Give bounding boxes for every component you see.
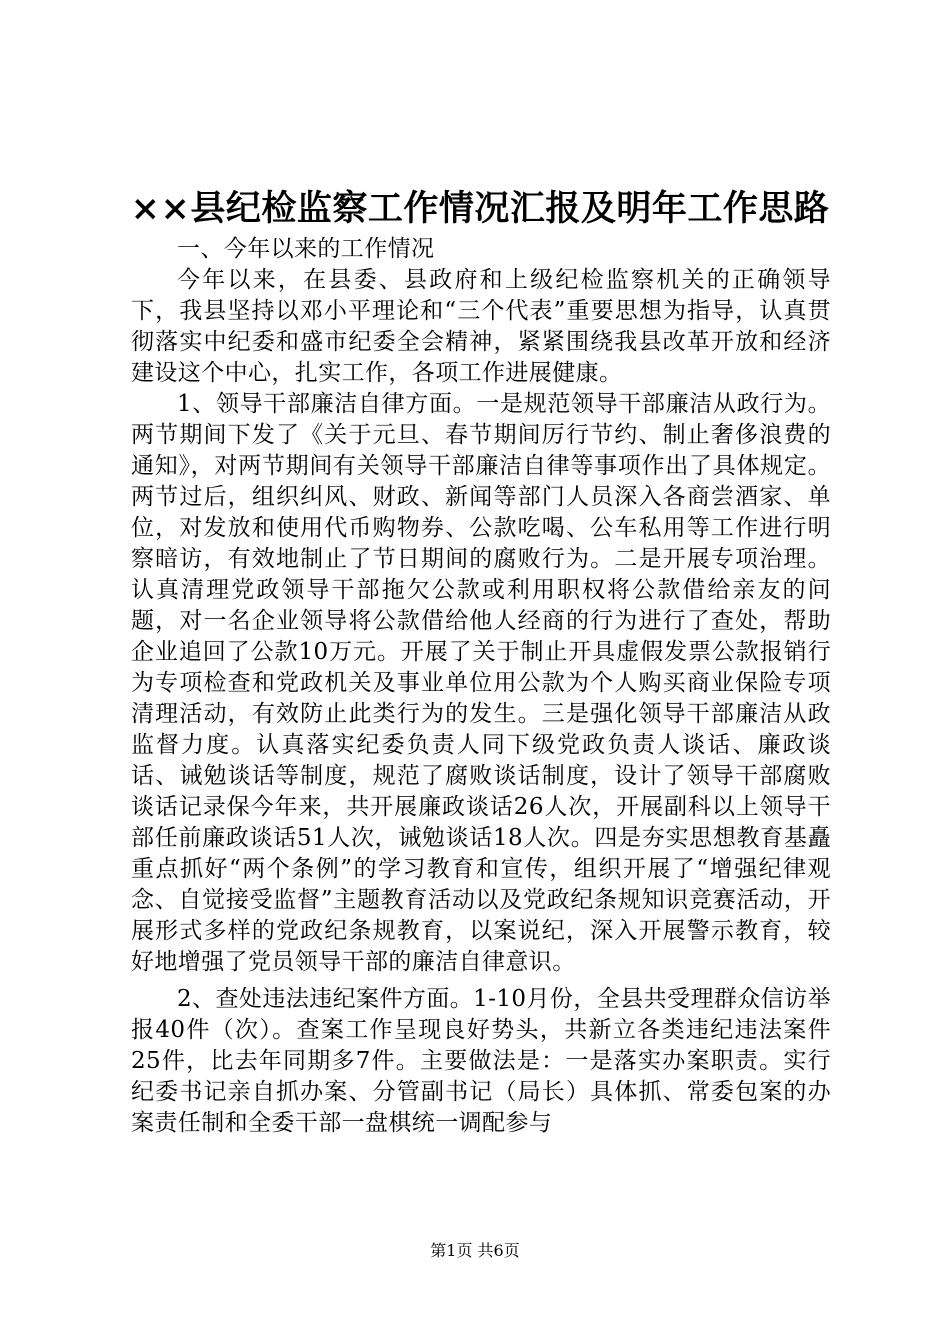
page-number: 第1页 共6页	[430, 1241, 520, 1260]
document-body	[131, 234, 831, 1139]
paragraph-case-handling: 2、查处违法违纪案件方面。1-10月份，全县共受理群众信访举报40件（次）。查案工作呈现良好势头，共新立各类违纪违法案件25件，比去年同期多7件。主要做法是：一是落实办案职责。实行纪委书记亲自抓办案、分管副书记（局长）具体抓、常委包案的办案责任制和全委干部一盘棋统一调配参与	[131, 986, 831, 1136]
paragraph-self-discipline: 1、领导干部廉洁自律方面。一是规范领导干部廉洁从政行为。两节期间下发了《关于元旦、春节期间厉行节约、制止奢侈浪费的通知》，对两节期间有关领导干部廉洁自律等事项作出了具体规定。两节过后，组织纠风、财政、新闻等部门人员深入各商尝酒家、单位，对发放和使用代币购物券、公款吃喝、公车私用等工作进行明察暗访，有效地制止了节日期间的腐败行为。二是开展专项治理。认真清理党政领导干部拖欠公款或利用职权将公款借给亲友的问题，对一名企业领导将公款借给他人经商的行为进行了查处，帮助企业追回了公款10万元。开展了关于制止开具虚假发票公款报销行为专项检查和党政机关及事业单位用公款为个人购买商业保险专项清理活动，有效防止此类行为的发生。三是强化领导干部廉洁从政监督力度。认真落实纪委负责人同下级党政负责人谈话、廉政谈话、诫勉谈话等制度，规范了腐败谈话制度，设计了领导干部腐败谈话记录保今年来，共开展廉政谈话26人次，开展副科以上领导干部任前廉政谈话51人次，诫勉谈话18人次。四是夯实思想教育基矗重点抓好“两个条例”的学习教育和宣传，组织开展了“增强纪律观念、自觉接受监督”主题教育活动以及党政纪条规知识竞赛活动，开展形式多样的党政纪条规教育，以案说纪，深入开展警示教育，较好地增强了党员领导干部的廉洁自律意识。	[131, 391, 831, 975]
document-title: ××县纪检监察工作情况汇报及明年工作思路	[130, 188, 830, 229]
paragraph-intro: 今年以来，在县委、县政府和上级纪检监察机关的正确领导下，我县坚持以邓小平理论和“三个代表”重要思想为指导，认真贯彻落实中纪委和盛市纪委全会精神，紧紧围绕我县改革开放和经济建设这个中心，扎实工作，各项工作进展健康。	[131, 267, 831, 386]
section-heading: 一、今年以来的工作情况	[177, 236, 435, 262]
